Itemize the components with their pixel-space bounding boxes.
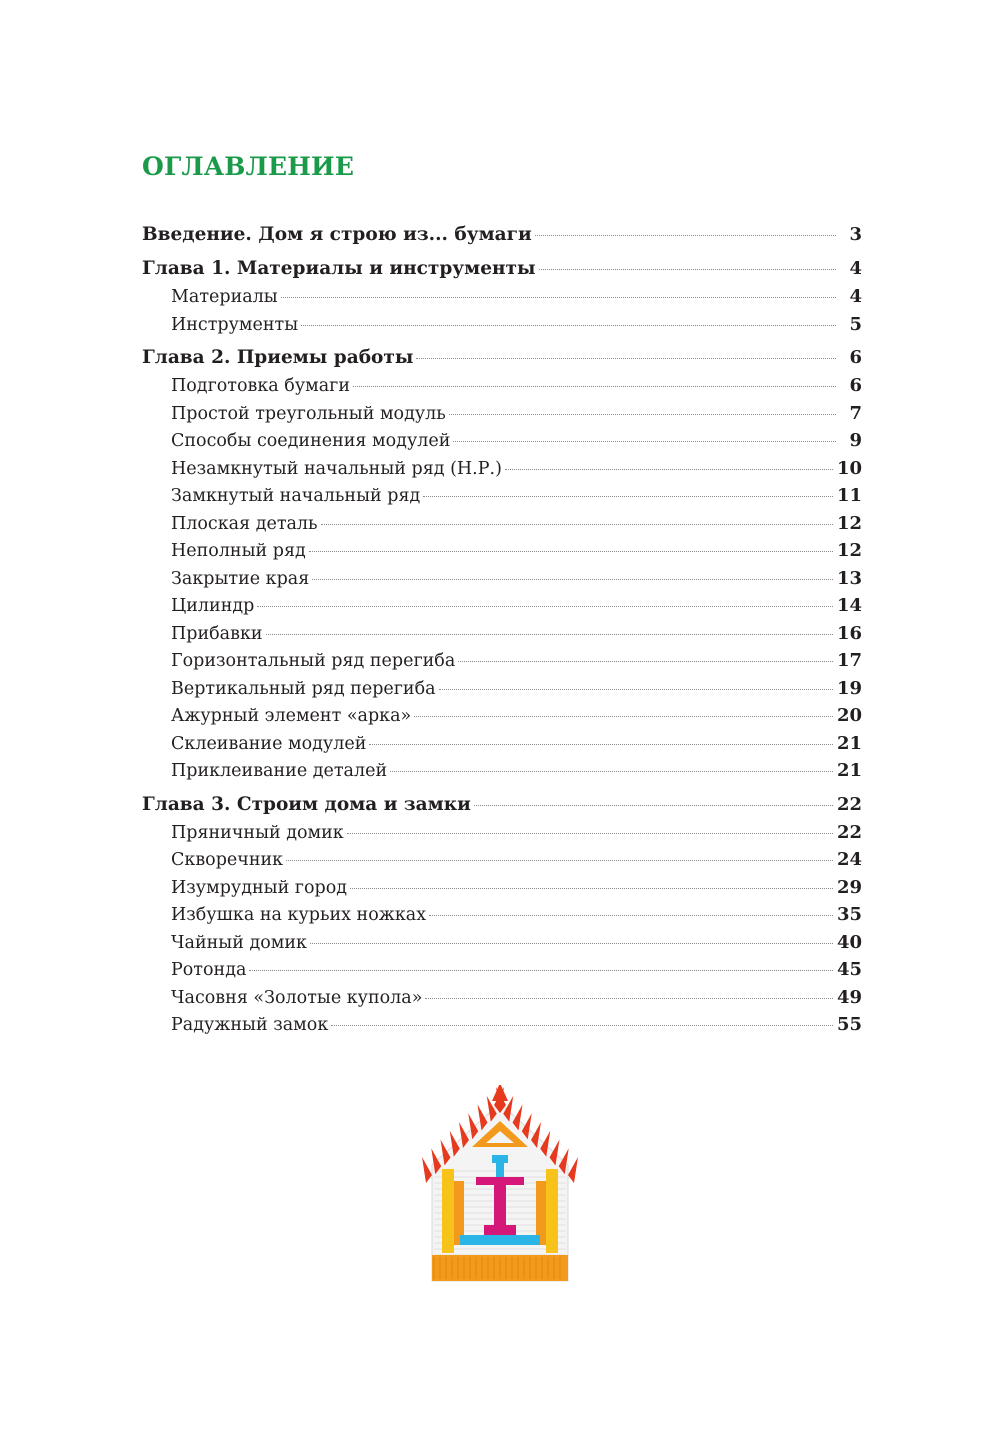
dot-leader <box>535 235 836 236</box>
toc-item-page-number: 21 <box>836 732 862 754</box>
toc-item-label: Горизонтальный ряд перегиба <box>171 651 456 671</box>
toc-item[interactable] <box>142 592 862 620</box>
dot-leader <box>309 551 833 552</box>
toc-section <box>142 255 862 338</box>
roof-spike <box>568 1157 578 1183</box>
dot-leader <box>414 716 833 717</box>
toc-item-page-number: 12 <box>836 540 862 561</box>
toc-item[interactable] <box>142 956 862 984</box>
toc-item[interactable] <box>142 675 862 703</box>
cyan-stem <box>496 1163 504 1177</box>
toc-item[interactable] <box>142 372 862 400</box>
toc-item-label: Часовня «Золотые купола» <box>171 987 423 1008</box>
dot-leader <box>350 888 833 889</box>
toc-chapter-label: Глава 3. Строим дома и замки <box>142 793 471 815</box>
toc-item-page-number: 11 <box>836 485 862 506</box>
toc-item-page-number: 24 <box>836 849 862 870</box>
left-pillar <box>442 1169 454 1253</box>
toc-section <box>142 344 862 785</box>
dot-leader <box>331 1025 833 1026</box>
toc-item-label: Ажурный элемент «арка» <box>171 706 412 726</box>
toc-item-label: Замкнутый начальный ряд <box>171 486 421 506</box>
toc-item-label: Чайный домик <box>171 932 307 953</box>
toc-item[interactable] <box>142 1011 862 1039</box>
toc-item[interactable] <box>142 455 862 483</box>
dot-leader <box>505 469 833 470</box>
cyan-band <box>460 1235 540 1245</box>
toc-section <box>142 221 862 249</box>
toc-item[interactable] <box>142 537 862 565</box>
toc-item-label: Изумрудный город <box>171 877 348 898</box>
toc-chapter-label: Глава 2. Приемы работы <box>142 347 414 368</box>
toc-item-label: Инструменты <box>171 314 299 335</box>
toc-item[interactable] <box>142 984 862 1012</box>
toc-item-page-number: 13 <box>836 567 862 589</box>
toc-item-page-number: 40 <box>836 931 862 953</box>
toc-item-label: Скворечник <box>171 850 284 870</box>
toc-item[interactable] <box>142 702 862 730</box>
dot-leader <box>390 771 833 772</box>
toc-chapter-page-number: 4 <box>849 258 862 279</box>
toc-chapter-page-number: 22 <box>836 793 862 815</box>
toc-item-label: Простой треугольный модуль <box>171 403 446 424</box>
dot-leader <box>266 634 833 635</box>
toc-chapter-page-number: 3 <box>849 224 862 245</box>
toc-item-page-number: 14 <box>836 595 862 616</box>
toc-item[interactable] <box>142 929 862 957</box>
dot-leader <box>353 386 836 387</box>
dot-leader <box>449 414 836 415</box>
dot-leader <box>312 579 833 580</box>
toc-item[interactable] <box>142 283 862 311</box>
toc-item-label: Вертикальный ряд перегиба <box>171 678 436 699</box>
toc-chapter-page-number: 6 <box>849 347 862 368</box>
toc-chapter[interactable] <box>142 255 862 283</box>
dot-leader <box>369 744 833 745</box>
toc-item[interactable] <box>142 901 862 929</box>
page-title: ОГЛАВЛЕНИЕ <box>142 152 355 181</box>
toc-item-page-number: 17 <box>836 650 862 671</box>
toc-chapter[interactable] <box>142 221 862 249</box>
toc-item-label: Ротонда <box>171 960 247 980</box>
dot-leader <box>416 358 836 359</box>
dot-leader <box>321 524 833 525</box>
magenta-base <box>484 1225 516 1235</box>
toc-item-label: Неполный ряд <box>171 541 306 561</box>
toc-item[interactable] <box>142 482 862 510</box>
toc-item-page-number: 45 <box>836 959 862 980</box>
toc-item-page-number: 20 <box>836 705 862 726</box>
dot-leader <box>439 689 833 690</box>
toc-item-label: Незамкнутый начальный ряд (Н.Р.) <box>171 458 502 479</box>
toc-item-label: Материалы <box>171 287 278 307</box>
dot-leader <box>474 805 833 806</box>
dot-leader <box>423 496 833 497</box>
toc-item[interactable] <box>142 647 862 675</box>
toc-item[interactable] <box>142 311 862 339</box>
toc-chapter-label: Введение. Дом я строю из... бумаги <box>142 224 532 245</box>
toc-item-page-number: 22 <box>836 821 862 843</box>
right-pillar <box>546 1169 558 1253</box>
toc-chapter-label: Глава 1. Материалы и инструменты <box>142 258 536 279</box>
toc-item-label: Пряничный домик <box>171 822 344 843</box>
dot-leader <box>453 441 836 442</box>
toc-chapter[interactable] <box>142 344 862 372</box>
dot-leader <box>458 661 833 662</box>
dot-leader <box>286 860 833 861</box>
toc-item-label: Избушка на курьих ножках <box>171 905 427 925</box>
toc-item-label: Подготовка бумаги <box>171 376 350 396</box>
toc-item-label: Плоская деталь <box>171 513 318 534</box>
toc-item-page-number: 4 <box>849 286 862 307</box>
dot-leader <box>347 833 833 834</box>
toc-item-page-number: 49 <box>836 986 862 1008</box>
toc-item-page-number: 21 <box>836 760 862 781</box>
toc-item[interactable] <box>142 730 862 758</box>
toc-item-page-number: 10 <box>836 457 862 479</box>
magenta-bar <box>476 1177 524 1185</box>
toc-item[interactable] <box>142 620 862 648</box>
toc-item-page-number: 55 <box>836 1014 862 1035</box>
toc-item-page-number: 6 <box>849 375 862 396</box>
toc-item-page-number: 29 <box>836 876 862 898</box>
dot-leader <box>539 269 836 270</box>
toc-item[interactable] <box>142 565 862 593</box>
roof-spike <box>492 1085 508 1101</box>
toc-item[interactable] <box>142 510 862 538</box>
dot-leader <box>429 915 833 916</box>
toc-chapter[interactable] <box>142 791 862 819</box>
toc-item[interactable] <box>142 874 862 902</box>
toc-item-label: Цилиндр <box>171 596 255 616</box>
toc-item[interactable] <box>142 427 862 455</box>
toc-item-label: Способы соединения модулей <box>171 431 451 451</box>
origami-house-image <box>420 1085 580 1285</box>
dot-leader <box>301 325 836 326</box>
cyan-top <box>492 1155 508 1163</box>
toc-section <box>142 791 862 1039</box>
dot-leader <box>310 943 833 944</box>
toc-item-page-number: 7 <box>849 402 862 424</box>
roof-spike <box>422 1157 432 1183</box>
toc-item-label: Приклеивание деталей <box>171 761 388 781</box>
dot-leader <box>249 970 833 971</box>
dot-leader <box>257 606 833 607</box>
toc-item-page-number: 16 <box>836 622 862 644</box>
table-of-contents <box>142 221 862 1045</box>
toc-item-page-number: 12 <box>836 512 862 534</box>
toc-item-label: Закрытие края <box>171 568 310 589</box>
toc-item-label: Радужный замок <box>171 1015 329 1035</box>
dot-leader <box>425 998 833 999</box>
toc-item-label: Склеивание модулей <box>171 733 367 754</box>
toc-item-page-number: 35 <box>836 904 862 925</box>
dot-leader <box>281 297 836 298</box>
toc-item[interactable] <box>142 846 862 874</box>
toc-item[interactable] <box>142 757 862 785</box>
toc-item-label: Прибавки <box>171 623 263 644</box>
toc-item[interactable] <box>142 400 862 428</box>
toc-item-page-number: 19 <box>836 677 862 699</box>
toc-item-page-number: 9 <box>849 430 862 451</box>
toc-item-page-number: 5 <box>849 313 862 335</box>
toc-item[interactable] <box>142 819 862 847</box>
